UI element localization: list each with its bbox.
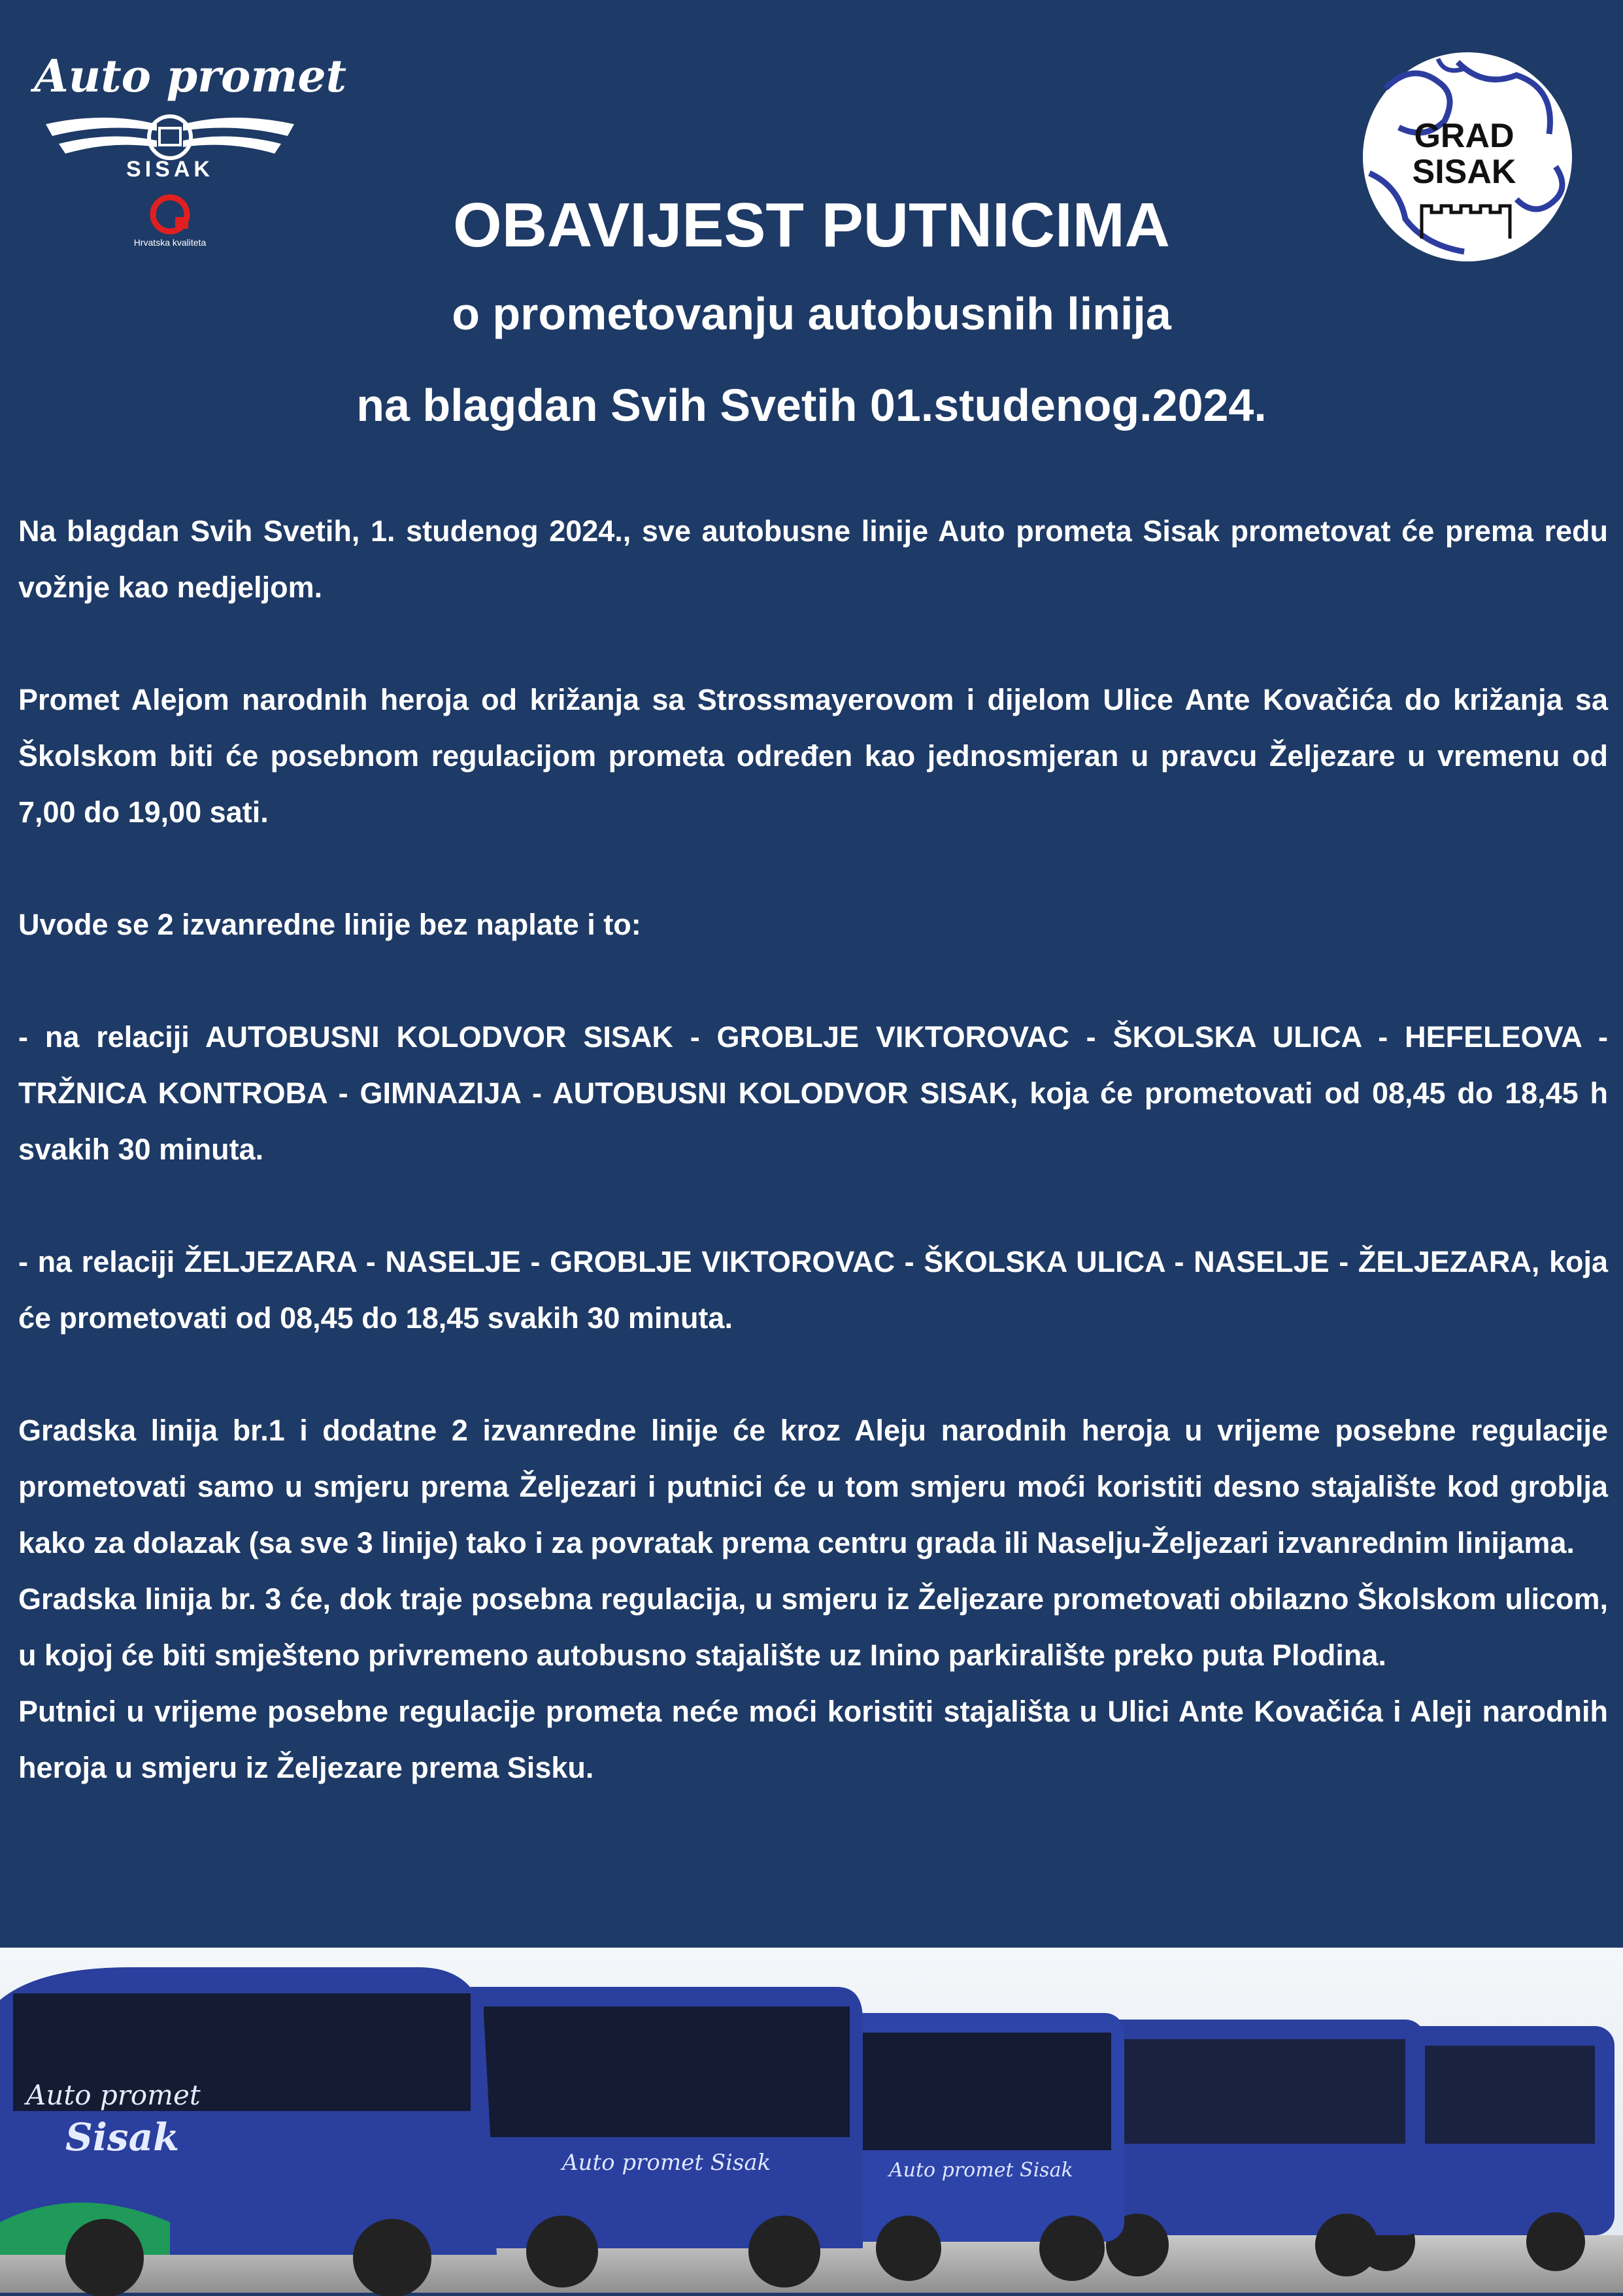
page-title: OBAVIJEST PUTNICIMA — [453, 190, 1170, 260]
bus-side-text-1: Auto promet Sisak — [562, 2150, 771, 2176]
logo-city: SISAK — [126, 157, 214, 182]
page-subtitle-1: o prometovanju autobusnih linija — [452, 288, 1171, 339]
bus-side-text-2: Auto promet Sisak — [889, 2159, 1073, 2182]
paragraph-stops-closed: Putnici u vrijeme posebne regulacije prometa neće moći koristiti stajališta u Ulici Ante Kovačića i Aleji narodnih heroja u smjeru iz Željezare prema Sisku. — [18, 1695, 1608, 1784]
bus-front-left — [0, 1967, 497, 2296]
bus-center — [471, 1987, 863, 2288]
paragraph-extra-line-1: - na relaciji AUTOBUSNI KOLODVOR SISAK - GROBLJE VIKTOROVAC - ŠKOLSKA ULICA - HEFELEOVA - TRŽNICA KONTROBA - GIMNAZIJA - AUTOBUSNI KOLODVOR SISAK, koja će prometovati od 08,45 do 18,45 h svakih 30 minuta. — [18, 1020, 1608, 1166]
page-subtitle-2: na blagdan Svih Svetih 01.studenog.2024. — [356, 380, 1267, 431]
buses-photo — [0, 1948, 1623, 2293]
quality-label: Hrvatska kvaliteta — [133, 237, 207, 248]
paragraph-line-1: Gradska linija br.1 i dodatne 2 izvanredne linije će kroz Aleju narodnih heroja u vrijeme posebne regulacije prometovati samo u smjeru prema Željezari i putnici će u tom smjeru moći koristiti desno stajalište kod groblja kako za dolazak (sa sve 3 linije) tako i za povratak prema centru grada ili Naselju-Željezari izvanrednim linijama. — [18, 1414, 1608, 1559]
bus-script-1: Auto promet — [26, 2079, 201, 2111]
paragraph-one-way-traffic: Promet Alejom narodnih heroja od križanja sa Strossmayerovom i dijelom Ulice Ante Kovačića do križanja sa Školskom biti će posebnom regulacijom prometa određen kao jednosmjeran u pravcu Željezare u vremenu od 7,00 do 19,00 sati. — [18, 683, 1608, 829]
paragraph-line-3: Gradska linija br. 3 će, dok traje posebna regulacija, u smjeru iz Željezare prometovati obilazno Školskom ulicom, u kojoj će biti smješteno privremeno autobusno stajalište uz Inino parkiralište preko puta Plodina. — [18, 1582, 1608, 1672]
bus-script-2: Sisak — [65, 2115, 180, 2159]
grad-label: GRAD — [1414, 117, 1514, 155]
sisak-label: SISAK — [1412, 153, 1516, 191]
logo-brand-script: Auto promet — [34, 50, 346, 103]
paragraph-schedule: Na blagdan Svih Svetih, 1. studenog 2024., sve autobusne linije Auto prometa Sisak prometovat će prema redu vožnje kao nedjeljom. — [18, 514, 1608, 604]
paragraph-extra-lines-intro: Uvode se 2 izvanredne linije bez naplate i to: — [18, 908, 641, 941]
paragraph-extra-line-2: - na relaciji ŽELJEZARA - NASELJE - GROBLJE VIKTOROVAC - ŠKOLSKA ULICA - NASELJE - ŽELJEZARA, koja će prometovati od 08,45 do 18,45 svakih 30 minuta. — [18, 1245, 1608, 1335]
notice-header — [0, 183, 1623, 451]
bus-center-right — [837, 2013, 1124, 2281]
notice-body — [18, 503, 1608, 1796]
